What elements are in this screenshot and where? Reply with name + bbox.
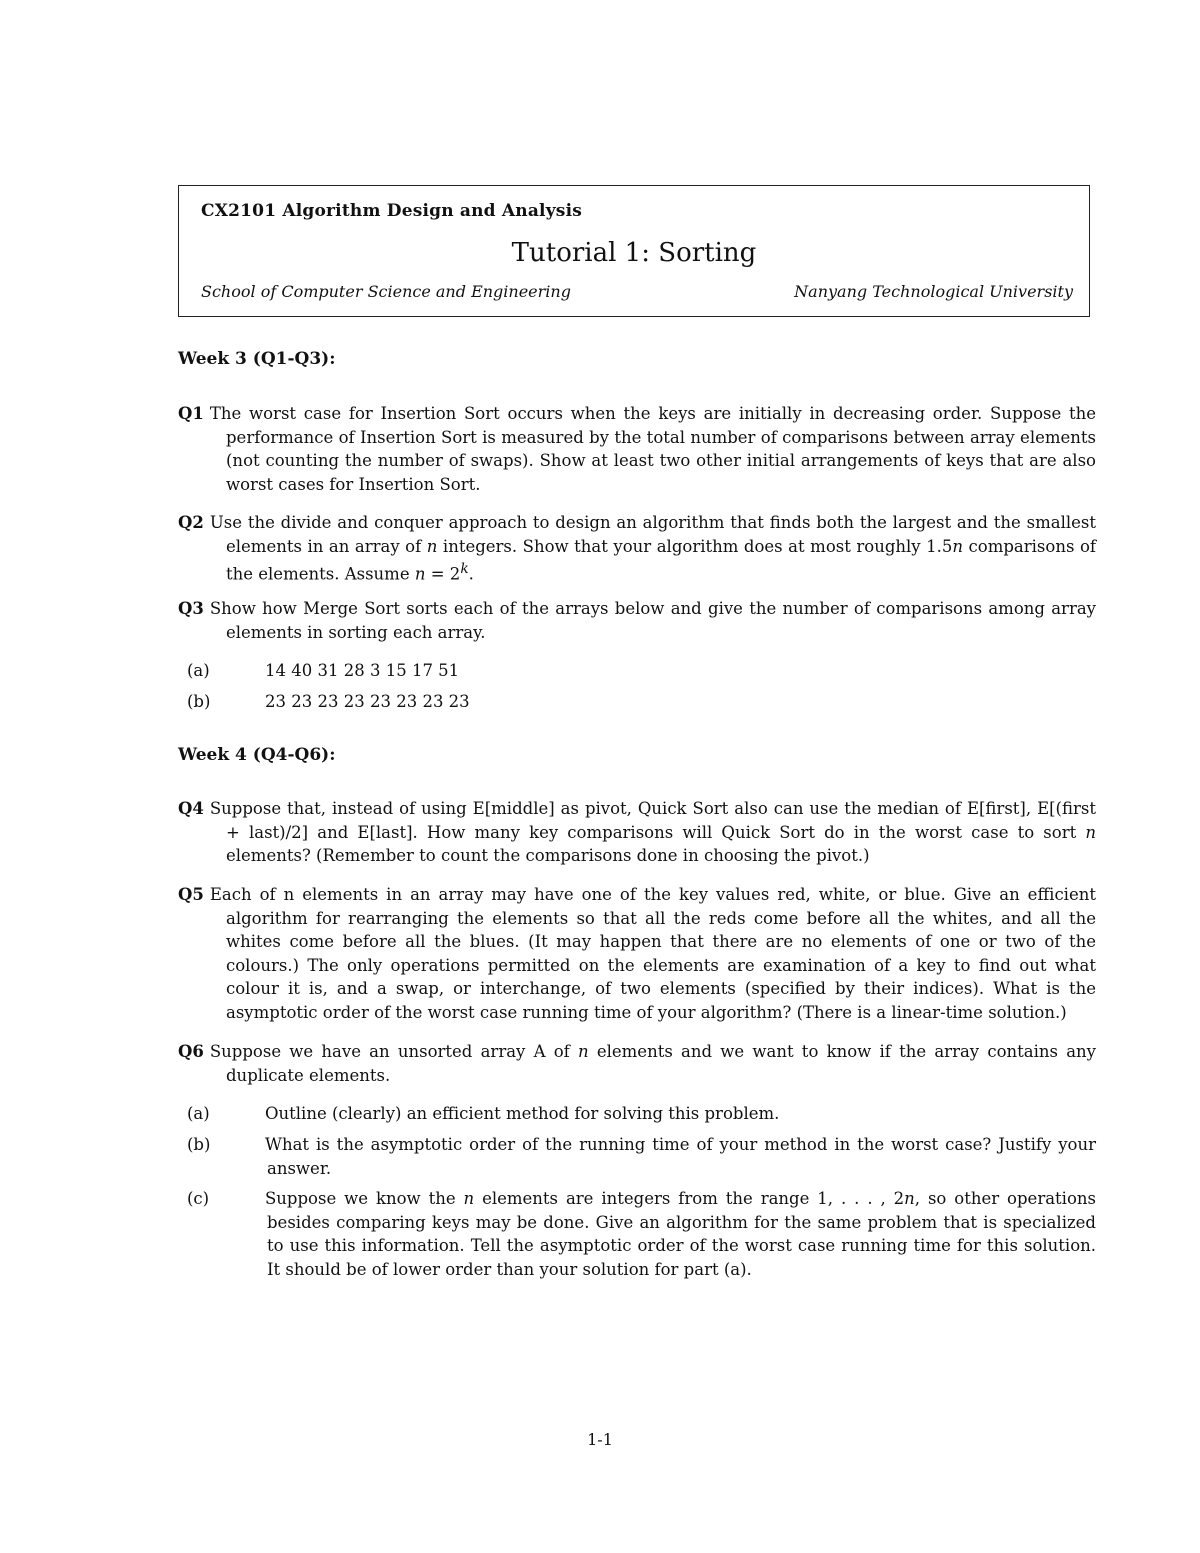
q2-var-n: n	[426, 536, 438, 556]
q2-sup-k: k	[460, 561, 469, 577]
q3-a-label: (a)	[187, 661, 210, 680]
q6-a-text: Outline (clearly) an efficient method for solving this problem.	[265, 1104, 780, 1123]
q6-c-var-n: n	[463, 1189, 475, 1208]
q4-text-a: Suppose that, instead of using E[middle] as pivot, Quick Sort also can use the median of E[first], E[(first + last)/2] and E[last]. How many key comparisons will Quick Sort do in the worst case to sort	[209, 799, 1096, 842]
page-number: 1-1	[587, 1430, 613, 1449]
week4-heading: Week 4 (Q4-Q6):	[178, 745, 336, 765]
q6-part-b	[187, 1133, 1096, 1180]
q2-label: Q2	[178, 513, 204, 532]
course-title: CX2101 Algorithm Design and Analysis	[201, 201, 582, 221]
q6-part-c	[187, 1187, 1096, 1281]
q6-a-label: (a)	[187, 1104, 210, 1123]
q2-text-e: .	[468, 564, 474, 584]
header-box	[178, 185, 1090, 317]
q5-label: Q5	[178, 885, 204, 904]
q6-c-text-a: Suppose we know the	[265, 1189, 464, 1208]
question-q2	[178, 511, 1096, 586]
week3-heading: Week 3 (Q1-Q3):	[178, 349, 336, 369]
q2-text-d: = 2	[425, 564, 461, 584]
q6-var-n: n	[577, 1042, 589, 1061]
q2-text-b: integers. Show that your algorithm does at most roughly 1.5	[437, 536, 953, 556]
university-name: Nanyang Technological University	[794, 282, 1073, 301]
q2-var-n2: n	[952, 536, 964, 556]
q3-a-text: 14 40 31 28 3 15 17 51	[265, 661, 460, 680]
q6-c-text-c: , so other operations besides comparing keys may be done. Give an algorithm for the same problem that is specialized to use this information. Tell the asymptotic order of the worst case running time for this solution. It should be of lower order than your solution for part (a).	[267, 1189, 1096, 1279]
page-title: Tutorial 1: Sorting	[511, 238, 757, 268]
q5-text: Each of n elements in an array may have one of the key values red, white, or blue. Give an efficient algorithm for rearranging the elements so that all the reds come before all the whites, and all the whites come before all the blues. (It may happen that there are no elements of one or two of the colours.) The only operations permitted on the elements are examination of a key to find out what colour it is, and a swap, or interchange, of two elements (specified by their indices). What is the asymptotic order of the worst case running time of your algorithm? (There is a linear-time solution.)	[209, 885, 1096, 1022]
question-q5	[178, 883, 1096, 1024]
q3-text: Show how Merge Sort sorts each of the arrays below and give the number of comparisons among array elements in sorting each array.	[209, 599, 1096, 642]
q3-b-text: 23 23 23 23 23 23 23 23	[265, 692, 470, 711]
q3-b-label: (b)	[187, 692, 211, 711]
question-q1	[178, 402, 1096, 496]
q1-label: Q1	[178, 404, 204, 423]
q4-var-n: n	[1085, 822, 1096, 842]
question-q4	[178, 797, 1096, 868]
q2-var-n3: n	[414, 564, 426, 584]
q6-part-a	[187, 1102, 1096, 1126]
q3-label: Q3	[178, 599, 204, 618]
question-q3	[178, 597, 1096, 644]
school-name: School of Computer Science and Engineering	[201, 282, 571, 301]
q4-text-b: elements? (Remember to count the comparisons done in choosing the pivot.)	[226, 846, 870, 865]
q4-label: Q4	[178, 799, 204, 818]
q6-b-label: (b)	[187, 1135, 211, 1154]
q1-text: The worst case for Insertion Sort occurs when the keys are initially in decreasing order. Suppose the performance of Insertion Sort is measured by the total number of comparisons between array elements (not counting the number of swaps). Show at least two other initial arrangements of keys that are also worst cases for Insertion Sort.	[209, 404, 1096, 494]
q6-text-b: elements and we want to know if the array contains any duplicate elements.	[226, 1042, 1096, 1085]
q2-text-c: comparisons of the elements. Assume	[226, 536, 1096, 584]
q6-c-var-n2: n	[904, 1189, 915, 1208]
q3-part-a	[187, 659, 1096, 683]
q6-c-label: (c)	[187, 1189, 210, 1208]
q6-c-text-b: elements are integers from the range 1, . . . , 2	[474, 1189, 905, 1208]
q6-text-a: Suppose we have an unsorted array A of	[209, 1042, 578, 1061]
q6-label: Q6	[178, 1042, 204, 1061]
q6-b-text: What is the asymptotic order of the running time of your method in the worst case? Justify your answer.	[265, 1135, 1096, 1178]
q3-part-b	[187, 690, 1096, 714]
q2-text-a: Use the divide and conquer approach to design an algorithm that finds both the largest and the smallest elements in an array of	[209, 513, 1096, 556]
question-q6	[178, 1040, 1096, 1087]
